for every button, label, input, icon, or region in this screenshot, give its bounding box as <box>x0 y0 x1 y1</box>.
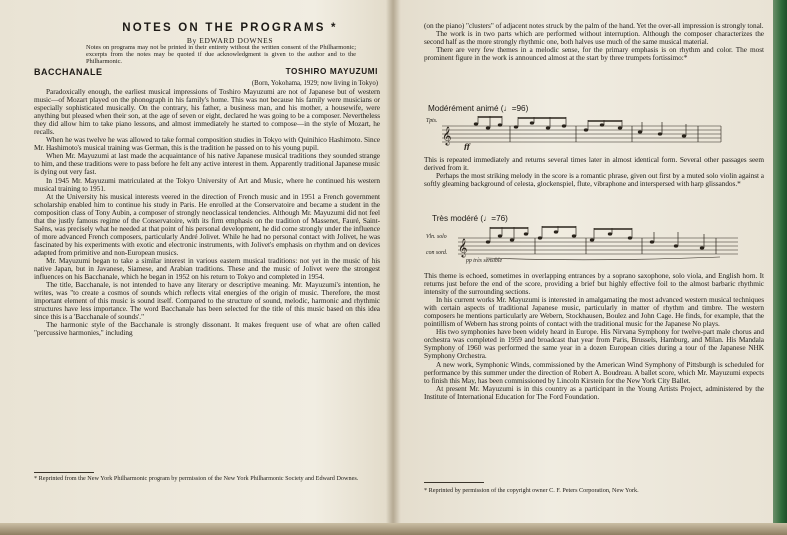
footnote: * Reprinted from the New York Philharmonic program by permission of the New York Philharmonic Society and Edward Downes. <box>34 475 359 482</box>
svg-text:𝄞: 𝄞 <box>458 238 468 257</box>
composer-name: TOSHIRO MAYUZUMI <box>285 67 378 76</box>
paragraph: (on the piano) "clusters" of adjacent notes struck by the palm of the hand. Yet the over-all impression is strongly tonal. <box>424 21 764 30</box>
paragraph: The harmonic style of the Bacchanale is strongly dissonant. It makes frequent use of what are often called "percussive harmonies," including <box>34 320 380 338</box>
editor-note: Notes on programs may not be printed in their entirety without the written consent of the Philharmonic; excerpts from the notes may be quoted if due acknowledgment is given to the author and to the Philharmonic. <box>86 44 356 65</box>
tempo-marking: Très modéré (♩=76) <box>432 214 508 223</box>
book-bottom-edge <box>0 523 787 535</box>
svg-text:𝄞: 𝄞 <box>442 126 452 145</box>
mute-marking: con sord. <box>426 250 448 256</box>
paragraph: In his current works Mr. Mayuzumi is interested in amalgamating the most advanced western musical techniques with certain aspects of traditional Japanese music, particularly in matter of rhythm and timbre. The western composers he mentions particularly are Webern, Stockhausen, Boulez and John Cage. He finds, for example, that the pointillism of Webern has strong points of contact with the traditional music for the Japanese No plays. <box>424 295 764 329</box>
paragraph: At the University his musical interests veered in the direction of French music and in 1951 a French government scholarship enabled him to continue his study in Paris. He enrolled at the Conservatoire and became a student in the composition class of Tony Aubin, a composer of strongly neoclassical tendencies. Although Mr. Mayuzumi did not feel that the justly famous regime of the Conservatoire, with its firm emphasis on the tradition of Massenet, Fauré, Saint-Saëns, was precisely what he needed at that point of his personal development, he did come strongly under the influence of more advanced French composers, particularly André Jolivet. While he had no personal contact with Jolivet, he was fascinated by his experiments with exotic and electronic instruments, with Jolivet's emphasis on rhythm and on devices adapted from primitive and non-European musics. <box>34 191 380 257</box>
footnote: * Reprinted by permission of the copyright owner C. F. Peters Corporation, New York. <box>424 487 639 494</box>
paragraph: Perhaps the most striking melody in the score is a romantic phrase, given out first by a muted solo violin against a softly gleaming background of celesta, glockenspiel, flute, vibraphone and interspersed with harp glissandos.* <box>424 171 764 189</box>
dynamic-marking: pp très sensible <box>466 258 503 264</box>
svg-text:ff: ff <box>464 142 470 150</box>
instrument-label: Tpts. <box>426 118 438 124</box>
instrument-label: Vln. solo <box>426 234 447 240</box>
footnote-rule <box>424 482 484 483</box>
paragraph: There are very few themes in a melodic sense, for the primary emphasis is on rhythm and color. The most prominent figure in the work is announced almost at the start by three trumpets fortissimo:* <box>424 45 764 63</box>
paragraph: A new work, Symphonic Winds, commissioned by the American Wind Symphony of Pittsburgh is scheduled for performance by this summer under the direction of Robert A. Boudreau. A ballet score, which Mr. Mayuzumi expects to finish this May, has been commissioned by Lincoln Kirstein for the New York City Ballet. <box>424 359 764 385</box>
right-body-bottom <box>424 272 764 401</box>
music-staff-2 <box>440 224 740 264</box>
book-gutter <box>386 0 400 535</box>
paragraph: In 1945 Mr. Mayuzumi matriculated at the Tokyo University of Art and Music, where he continued his western musical training to 1951. <box>34 175 380 193</box>
paragraph: His two symphonies have been widely heard in Europe. His Nirvana Symphony for twelve-part male chorus and orchestra was completed in 1959 and broadcast that year from Paris, Brussels, Hamburg, and Milan. His Mandala Symphony of 1960 was performed the same year in a dozen European cities during a tour of the Japanese NHK Symphony Orchestra. <box>424 327 764 361</box>
paragraph: Paradoxically enough, the earliest musical impressions of Toshiro Mayuzumi are not of Japanese but of western music—of Mozart played on the phonograph in his family's home. This was not because his family were musicians or especially sophisticated musically. On the contrary, his father, a business man, and his mother, a housewife, were anything but pleased when their son, at the age of seven or eight, declared he was going to be a composer. Nevertheless they did allow him to take piano lessons, and almost immediately he started to compose—in the style of Mozart, he recalls. <box>34 87 380 137</box>
paragraph: This is repeated immediately and returns several times later in almost identical form. Several other passages seem derived from it. <box>424 155 764 173</box>
page-title: NOTES ON THE PROGRAMS * <box>122 22 338 34</box>
tempo-marking: Modérément animé (♩=96) <box>428 104 529 113</box>
paragraph: Mr. Mayuzumi began to take a similar interest in various eastern musical traditions: not yet in the music of his native Japan, but in Javanese, Siamese, and Arabian traditions. These and the music of Jolivet were the strongest influences on his Bacchanale, which he began in 1952 on his return to Tokyo and completed in 1954. <box>34 255 380 282</box>
music-example-1 <box>426 104 762 150</box>
right-body-mid <box>424 156 764 188</box>
paragraph: The work is in two parts which are performed without interruption. Although the composer characterizes the second half as the more strongly rhythmic one, both halves use much of the same musical material. <box>424 29 764 47</box>
music-example-2 <box>426 214 762 270</box>
paragraph: This theme is echoed, sometimes in overlapping entrances by a soprano saxophone, solo viola, and English horn. It returns just before the end of the score, providing a brief but highly effective foil to the almost barbaric rhythmic intensity of the surrounding sections. <box>424 271 764 297</box>
section-title: BACCHANALE <box>34 67 103 77</box>
green-cover-edge <box>773 0 787 535</box>
left-body-text <box>34 88 380 337</box>
right-body-top <box>424 22 764 62</box>
composer-born: (Born, Yokohama, 1929; now living in Tokyo) <box>251 80 378 87</box>
footnote-rule <box>34 472 94 473</box>
paragraph: When he was twelve he was allowed to take formal composition studies in Tokyo with Quinihico Hashimoto. Since Mr. Hashimoto's musical training was German, this is the tradition he passed on to his young pupil. <box>34 135 380 153</box>
paragraph: At present Mr. Mayuzumi is in this country as a participant in the Young Artists Project, administered by the Institute of International Education for The Ford Foundation. <box>424 383 764 401</box>
paragraph: The title, Bacchanale, is not intended to have any literary or descriptive meaning. Mr. Mayuzumi's intention, he writes, was "to create a cosmos of sounds which reflects vital energies of the origin of music. Therefore, the most important element of this music is sound itself. Compared to the structure of sound, melodic, harmonic and rhythmic structures have less importance. The word Bacchanale has been selected for the title of this music based on this idea since this is a 'Bacchanale of sounds'." <box>34 280 380 322</box>
music-staff-1 <box>436 116 726 150</box>
byline: By EDWARD DOWNES <box>186 36 274 45</box>
paragraph: When Mr. Mayuzumi at last made the acquaintance of his native Japanese musical traditions they sounded strange to him, and these traditions were to pass before he felt any active interest in them. Apparently traditional Japanese music is dying out very fast. <box>34 151 380 177</box>
